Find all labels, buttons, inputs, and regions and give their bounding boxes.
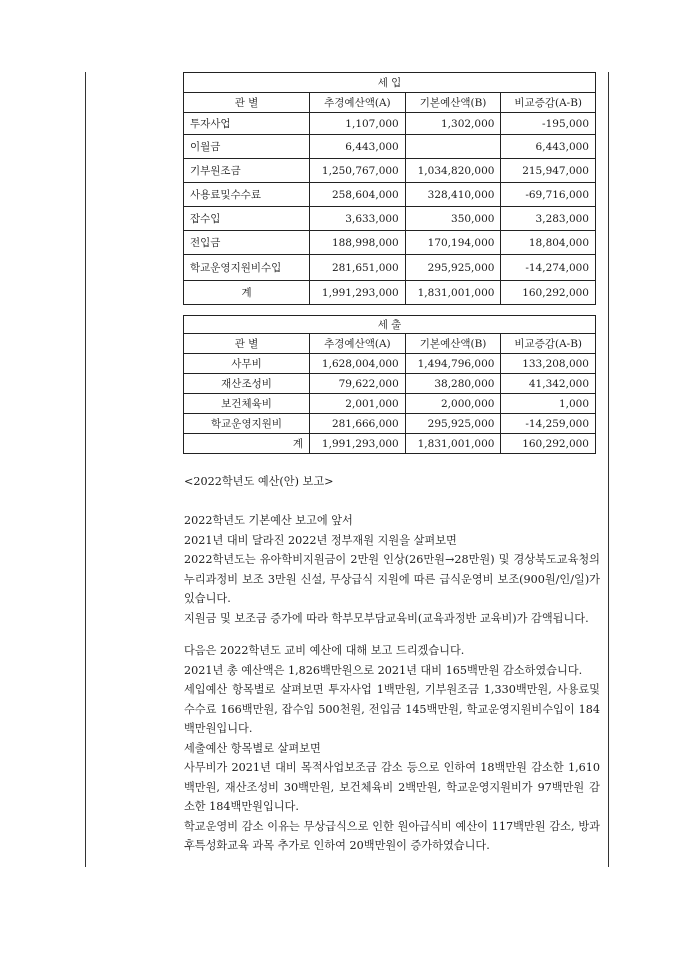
column-header-difference: 비교증감(A-B) — [501, 93, 596, 113]
total-difference: 160,292,000 — [501, 434, 596, 454]
report-paragraph: 세입예산 항목별로 살펴보면 투자사업 1백만원, 기부원조금 1,330백만원, 사용료및수수료 166백만원, 잡수입 500천원, 전입금 145백만원, 학교운영지원비수입이 184백만원입니다. — [184, 683, 600, 735]
cell-difference: -14,259,000 — [501, 414, 596, 434]
table-row — [184, 394, 596, 414]
cell-difference: 6,443,000 — [501, 135, 596, 159]
report-intro — [184, 511, 600, 628]
report-paragraph: 학교운영비 감소 이유는 무상급식으로 인한 원아급식비 예산이 117백만원 감소, 방과후특성화교육 과목 추가로 인하여 20백만원이 증가하였습니다. — [184, 819, 600, 852]
total-label: 계 — [184, 434, 310, 454]
cell-base: 38,280,000 — [405, 374, 501, 394]
cell-revised: 3,633,000 — [310, 207, 406, 231]
row-label: 잡수입 — [184, 207, 310, 231]
table-row — [184, 113, 596, 135]
report-heading: <2022학년도 예산(안) 보고> — [184, 475, 334, 488]
table-row — [184, 255, 596, 281]
cell-base: 328,410,000 — [405, 183, 501, 207]
expense-budget-table — [183, 315, 596, 454]
income-budget-table — [183, 72, 596, 305]
total-base: 1,831,001,000 — [405, 434, 501, 454]
column-header-category: 관 별 — [184, 93, 310, 113]
total-row — [184, 281, 596, 305]
column-header-revised: 추경예산액(A) — [310, 334, 406, 354]
total-revised: 1,991,293,000 — [310, 281, 406, 305]
column-header-base: 기본예산액(B) — [405, 334, 501, 354]
row-label: 학교운영지원비 — [184, 414, 310, 434]
cell-difference: -195,000 — [501, 113, 596, 135]
total-difference: 160,292,000 — [501, 281, 596, 305]
cell-base: 1,034,820,000 — [405, 159, 501, 183]
cell-difference: 133,208,000 — [501, 354, 596, 374]
row-label: 기부원조금 — [184, 159, 310, 183]
cell-base: 295,925,000 — [405, 255, 501, 281]
report-line: 지원금 및 보조금 증가에 따라 학부모부담교육비(교육과정반 교육비)가 감액됩니다. — [184, 611, 589, 625]
row-label: 전입금 — [184, 231, 310, 255]
cell-base: 350,000 — [405, 207, 501, 231]
row-label: 보건체육비 — [184, 394, 310, 414]
row-label: 이월금 — [184, 135, 310, 159]
cell-base: 1,302,000 — [405, 113, 501, 135]
table-row — [184, 159, 596, 183]
cell-revised: 1,628,004,000 — [310, 354, 406, 374]
total-base: 1,831,001,000 — [405, 281, 501, 305]
cell-revised: 79,622,000 — [310, 374, 406, 394]
cell-revised: 1,250,767,000 — [310, 159, 406, 183]
cell-difference: -69,716,000 — [501, 183, 596, 207]
column-header-revised: 추경예산액(A) — [310, 93, 406, 113]
row-label: 사무비 — [184, 354, 310, 374]
table-row — [184, 135, 596, 159]
table-row — [184, 374, 596, 394]
cell-base — [405, 135, 501, 159]
table-row — [184, 414, 596, 434]
table-row — [184, 354, 596, 374]
cell-difference: 215,947,000 — [501, 159, 596, 183]
cell-revised: 281,651,000 — [310, 255, 406, 281]
cell-base: 1,494,796,000 — [405, 354, 501, 374]
cell-difference: 3,283,000 — [501, 207, 596, 231]
table-row — [184, 207, 596, 231]
report-paragraph: 2022학년도는 유아학비지원금이 2만원 인상(26만원→28만원) 및 경상북도교육청의 누리과정비 보조 3만원 신설, 무상급식 지원에 따른 급식운영비 보조(900원/인/일)가 있습니다. — [184, 553, 600, 605]
cell-revised: 6,443,000 — [310, 135, 406, 159]
cell-revised: 258,604,000 — [310, 183, 406, 207]
row-label: 재산조성비 — [184, 374, 310, 394]
report-line: 다음은 2022학년도 교비 예산에 대해 보고 드리겠습니다. — [184, 644, 465, 657]
table-row — [184, 183, 596, 207]
table-row — [184, 231, 596, 255]
report-paragraph: 사무비가 2021년 대비 목적사업보조금 감소 등으로 인하여 18백만원 감소한 1,610백만원, 재산조성비 30백만원, 보건체육비 2백만원, 학교운영지원비가 97백만원 감소한 184백만원입니다. — [184, 761, 600, 813]
row-label: 투자사업 — [184, 113, 310, 135]
report-line: 2022학년도 기본예산 보고에 앞서 — [184, 514, 353, 527]
row-label: 사용료및수수료 — [184, 183, 310, 207]
cell-base: 295,925,000 — [405, 414, 501, 434]
income-section-title: 세 입 — [184, 73, 596, 93]
cell-difference: 1,000 — [501, 394, 596, 414]
report-line: 세출예산 항목별로 살펴보면 — [184, 741, 321, 755]
cell-base: 170,194,000 — [405, 231, 501, 255]
row-label: 학교운영지원비수입 — [184, 255, 310, 281]
cell-difference: 18,804,000 — [501, 231, 596, 255]
cell-difference: -14,274,000 — [501, 255, 596, 281]
total-revised: 1,991,293,000 — [310, 434, 406, 454]
cell-revised: 188,998,000 — [310, 231, 406, 255]
expense-section-title: 세 출 — [184, 316, 596, 334]
column-header-category: 관 별 — [184, 334, 310, 354]
cell-revised: 1,107,000 — [310, 113, 406, 135]
column-header-difference: 비교증감(A-B) — [501, 334, 596, 354]
report-summary — [184, 641, 600, 856]
total-row — [184, 434, 596, 454]
cell-revised: 281,666,000 — [310, 414, 406, 434]
total-label: 계 — [184, 281, 310, 305]
cell-difference: 41,342,000 — [501, 374, 596, 394]
cell-base: 2,000,000 — [405, 394, 501, 414]
cell-revised: 2,001,000 — [310, 394, 406, 414]
report-line: 2021년 대비 달라진 2022년 정부재원 지원을 살펴보면 — [184, 533, 457, 547]
column-header-base: 기본예산액(B) — [405, 93, 501, 113]
report-line: 2021년 총 예산액은 1,826백만원으로 2021년 대비 165백만원 감소하였습니다. — [184, 663, 583, 677]
